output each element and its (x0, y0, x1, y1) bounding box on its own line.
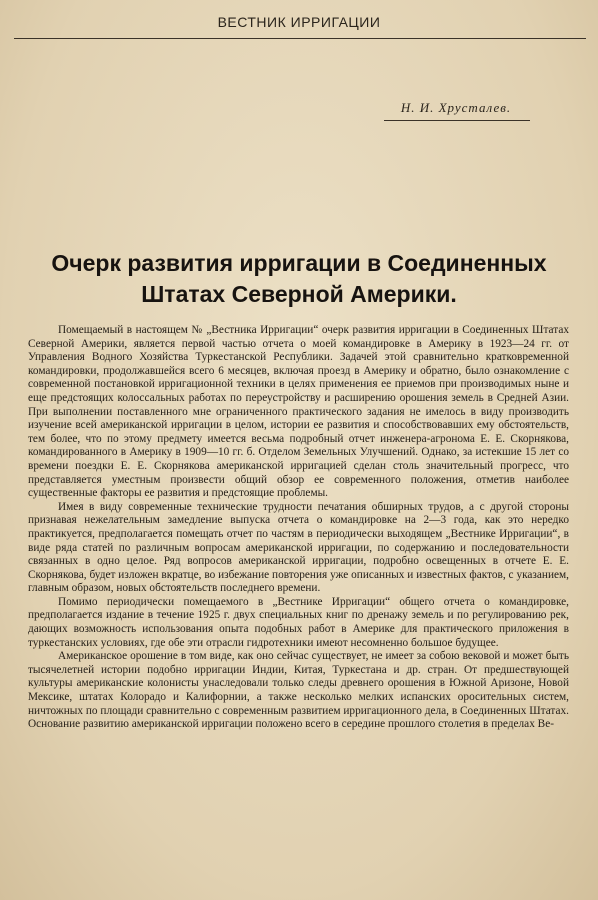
paragraph: Помимо периодически помещаемого в „Вестнике Ирригации“ общего отчета о командировке, предполагается издание в течение 1925 г. двух специальных книг по дренажу земель и по регулированию рек, дающих возможность использования опыта подобных работ в Америке для практического приложения в туркестанских условиях, где обе эти отрасли гидротехники имеют несомненно большое будущее. (28, 595, 569, 649)
article-body (28, 324, 569, 732)
paragraph: Имея в виду современные технические трудности печатания обширных трудов, а с другой стороны признавая нежелательным замедление выпуска отчета о командировке на 2—3 года, как это нередко практикуется, предполагается помещать отчет по частям в периодически выходящем „Вестнике Ирригации“, в виде ряда статей по различным вопросам американской ирригации, по содержанию и последовательности связанных в одно целое. Ряд вопросов американской ирригации, подробно освещенных в отчете Е. Е. Скорнякова, будет изложен вкратце, во избежание повторения уже описанных и известных фактов, с указанием, главным образом, новых обстоятельств последнего времени. (28, 500, 569, 595)
paragraph: Американское орошение в том виде, как оно сейчас существует, не имеет за собою вековой и может быть тысячелетней истории подобно ирригации Индии, Китая, Туркестана и др. стран. От предшествующей культуры американские колонисты унаследовали только следы древнего орошения в Южной Аризоне, Новой Мексике, штатах Колорадо и Калифорнии, а также несколько мелких испанских оросительных систем, ничтожных по площади сравнительно с современным развитием ирригационного дела, в Соединенных Штатах. Основание развитию американской ирригации положено всего в середине прошлого столетия в пределах Ве- (28, 650, 569, 731)
author-underline (384, 120, 530, 121)
author-name: Н. И. Хрусталев. (400, 100, 512, 115)
article-title: Очерк развития ирригации в Соединенных Штатах Северной Америки. (51, 250, 547, 307)
header-divider (14, 38, 586, 39)
running-header: ВЕСТНИК ИРРИГАЦИИ (217, 14, 381, 30)
paragraph: Помещаемый в настоящем № „Вестника Ирригации“ очерк развития ирригации в Соединенных Штатах Северной Америки, является первой частью отчета о моей командировке в Америку в 1923—24 гг. от Управления Водного Хозяйства Туркестанской Республики. Задачей этой сравнительно кратковременной командировки, продолжавшейся всего 6 месяцев, включая проезд в Америку и обратно, было ознакомление с современной постановкой ирригационной техники в целях применения ее приемов при производимых ныне и еще предстоящих колоссальных работах по переустройству и расширению орошения земель в Средней Азии. При выполнении поставленного мне ограниченного практического задания не имелось в виду производить изучение всей американской ирригации в целом, истории ее развития и способствовавших ему обстоятельств, тем более, что по этому предмету имеется весьма подробный отчет инженера-агронома Е. Е. Скорнякова, командированного в Америку в 1909—10 гг. б. Отделом Земельных Улучшений. Однако, за истекшие 15 лет со времени поездки Е. Е. Скорнякова американской ирригацией сделан столь значительный прогресс, что представляется уместным произвести общий обзор ее современного положения, отметив наиболее существенные факторы ее развития и предстоящие проблемы. (28, 324, 569, 500)
